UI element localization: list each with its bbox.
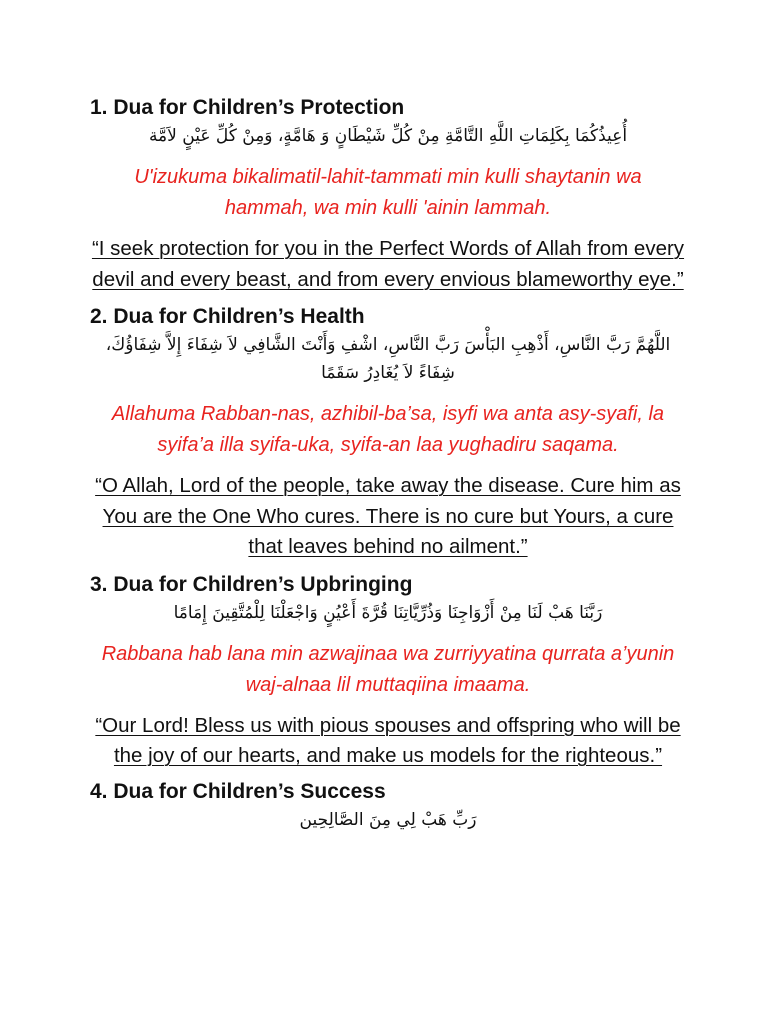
arabic-text: رَبَّنَا هَبْ لَنَا مِنْ أَزْوَاجِنَا وَذُرِّيَّاتِنَا قُرَّةَ أَعْيُنٍ وَاجْعَلْنَا لِلْمُتَّقِينَ إِمَامًا [173,602,603,623]
section-heading: 4. Dua for Children’s Success [90,779,386,803]
transliteration-text: Allahuma Rabban-nas, azhibil-ba’sa, isyfi wa anta asy-syafi, la syifa’a illa syifa-uka, syifa-an laa yughadiru saqama. [111,403,665,456]
section-upbringing [90,571,686,772]
arabic-text: رَبِّ هَبْ لِي مِنَ الصَّالِحِين [299,809,477,830]
arabic-text: أُعِيذُكُمَا بِكَلِمَاتِ اللَّهِ التَّامَّةِ مِنْ كُلِّ شَيْطَانٍ وَ هَامَّةٍ، وَمِنْ كُلِّ عَيْنٍ لاَمَّة [148,126,628,146]
section-protection [90,94,686,295]
translation-text: “Our Lord! Bless us with pious spouses and offspring who will be the joy of our hearts, and make us models for the righteous.” [95,713,681,767]
section-health [90,303,686,563]
translation-text: “O Allah, Lord of the people, take away the disease. Cure him as You are the One Who cures. There is no cure but Yours, a cure that leaves behind no ailment.” [95,474,681,558]
section-heading: 3. Dua for Children’s Upbringing [90,572,413,596]
section-success [90,778,686,834]
section-heading: 2. Dua for Children’s Health [90,305,365,328]
translation-text: “I seek protection for you in the Perfect Words of Allah from every devil and every beast, and from every envious blameworthy eye.” [91,237,685,291]
document-page [90,94,686,834]
arabic-text: اللَّهُمَّ رَبَّ النَّاسِ، أَذْهِبِ البَأْسَ رَبَّ النَّاسِ، اشْفِ وَأَنْتَ الشَّافِي لاَ شِفَاءَ إِلاَّ شِفَاؤُكَ، شِفَاءً لاَ يُغَادِرُ سَقَمًا [105,335,671,383]
transliteration-text: U'izukuma bikalimatil-lahit-tammati min kulli shaytanin wa hammah, wa min kulli 'ainin lammah. [134,166,642,219]
transliteration-text: Rabbana hab lana min azwajinaa wa zurriyyatina qurrata a’yunin waj-alnaa lil muttaqiina imaama. [101,642,675,696]
section-heading: 1. Dua for Children’s Protection [90,96,405,119]
